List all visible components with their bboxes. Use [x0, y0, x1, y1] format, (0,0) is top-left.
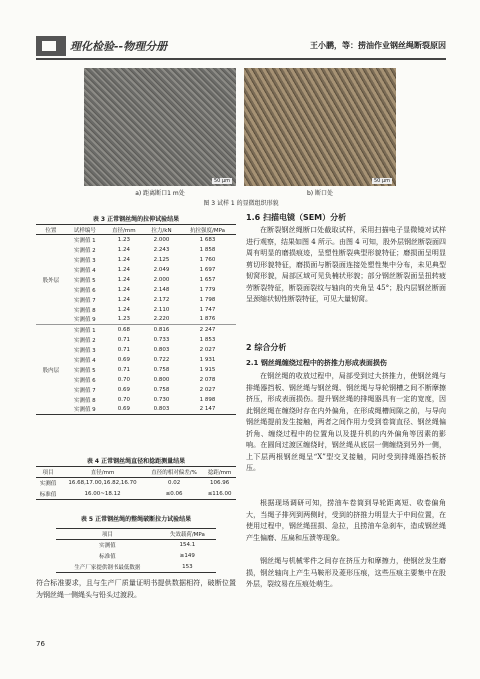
table4-header: 直径的相对偏差/%	[151, 470, 197, 476]
table3-cell: 实测值 6	[73, 377, 96, 384]
table3-cell: 1 915	[199, 366, 216, 373]
table3-header: 拉力/kN	[151, 227, 172, 234]
table5-cell: 153	[182, 563, 193, 570]
table-row	[36, 305, 236, 315]
micrograph-a	[84, 68, 236, 186]
table4-header: 捻距/mm	[207, 470, 232, 476]
table3-cell: 0.69	[117, 356, 130, 363]
page-number: 76	[36, 640, 45, 648]
table3-cell: 2.220	[153, 316, 170, 323]
table3-cell: 1.24	[117, 266, 130, 273]
table3-header: 位置	[45, 227, 57, 234]
table3-cell: 实测值 7	[73, 387, 96, 394]
table3-cell: 实测值 1	[73, 327, 96, 334]
table3-cell: 0.722	[153, 356, 170, 363]
scale-bar-a: 50 μm	[213, 178, 230, 184]
table3-cell: 0.69	[117, 406, 130, 413]
table3-cell: 1 683	[199, 236, 216, 243]
table3-cell: 1.24	[117, 276, 130, 283]
table3-cell: 1 657	[199, 276, 216, 283]
table4-header: 项目	[42, 470, 54, 476]
table3-cell: 实测值 8	[73, 307, 96, 314]
table3-cell: 2 027	[199, 386, 216, 393]
table-row	[36, 489, 236, 500]
table3-cell: 0.71	[117, 366, 130, 373]
running-title: 王小鹏，等：捞油作业钢丝绳断裂原因	[310, 40, 446, 50]
table3-position-cell: 股内层	[42, 367, 60, 374]
table3-cell: 1 798	[199, 296, 216, 303]
table4	[36, 466, 236, 500]
table3-cell: 2.172	[153, 296, 170, 303]
table5-header: 项目	[101, 532, 113, 538]
table4-caption: 表 4 正常钢丝绳直径和捻距测量结果	[86, 458, 186, 465]
table3-cell: 2 147	[199, 406, 216, 413]
table3-cell: 0.68	[117, 326, 130, 333]
table3-header: 试样编号	[73, 227, 96, 234]
micrograph-b	[244, 68, 396, 186]
table3-cell: 2.243	[153, 246, 170, 253]
section-2-1-paragraph-1: 在钢丝绳的收放过程中，局部受到过大挤推力，使钢丝绳与排绳器挡板、钢丝绳与钢丝绳、钢丝绳与导轮钢槽之间不断摩擦挤压，形成表面损伤。提升钢丝绳的排绳器具有一定的宽度，因此钢丝绳在缠绕时存在内外偏角，在形成绳槽间隙之前，与导向钢丝绳提前发生接触，两者之间作用力受到卷筒直径、钢丝绳偏折角、缠绕过程中的位置角以及提升机的内外偏角等因素的影响。在圆间过渡区缠绕时，钢丝绳从底层一侧缠绕到另外一侧，上下层两根钢丝绳呈“X”型交叉接触，同时受到排绳器挡板挤压。	[246, 372, 446, 472]
table3-cell: 2.000	[153, 276, 170, 283]
section-1-6-paragraph: 在断裂钢丝绳断口处截取试样，采用扫描电子显微镜对试样进行观察，结果如图 4 所示。由图 4 可知，股外层钢丝断裂面四周有明显的磨损痕迹，呈塑性断裂典型形貌特征；磨损面呈明显剪切形貌特征，磨损面与断裂面连接处塑性集中分布，未见典型韧窝形貌，局部区域可见负楠状形貌；部分钢丝断裂面呈扭转疲劳断裂特征，断裂面裂纹与轴向的夹角呈 45°；股内层钢丝断面呈颈缩状韧性断裂特征，可见大量韧窝。	[246, 226, 446, 303]
section-2-heading: 2 综合分析	[246, 343, 287, 352]
table4-header: 直径/mm	[90, 470, 115, 476]
table-row	[36, 365, 236, 375]
table-row	[36, 355, 236, 365]
table4-cell: ≤116.00	[207, 490, 232, 497]
table3-cell: 0.71	[117, 346, 130, 353]
section-1-6-heading: 1.6 扫描电镜（SEM）分析	[246, 213, 347, 222]
table3-cell: 1 697	[199, 266, 216, 273]
table3-cell: 0.70	[117, 396, 130, 403]
table-row	[56, 551, 216, 562]
table3-cell: 实测值 9	[73, 407, 96, 414]
table-row	[56, 562, 216, 573]
journal-name: 理化检验--物理分册	[70, 40, 168, 53]
table-row	[36, 478, 236, 489]
table3-cell: 实测值 2	[73, 337, 96, 344]
table3-cell: 实测值 5	[73, 367, 96, 374]
table5-cell: 生产厂家提供钢书最低数据	[74, 564, 141, 571]
table3-cell: 2.148	[153, 286, 170, 293]
table3-cell: 实测值 9	[73, 317, 96, 324]
table3-header: 直径/mm	[112, 227, 136, 234]
table3-cell: 1.24	[117, 296, 130, 303]
table-row	[56, 540, 216, 551]
table3-cell: 0.69	[117, 386, 130, 393]
table4-cell: 106.96	[209, 480, 230, 487]
table3-cell: 0.71	[117, 336, 130, 343]
table5-cell: 154.1	[179, 542, 196, 549]
table3-cell: 2 027	[199, 346, 216, 353]
table3-cell: 0.758	[153, 386, 170, 393]
table3-cell: 1.23	[117, 236, 130, 243]
subcaption-b: b) 断口处	[306, 190, 334, 197]
table-row	[36, 385, 236, 395]
table3-cell: 0.733	[153, 336, 170, 343]
table-row	[36, 315, 236, 325]
table3-cell: 实测值 3	[73, 347, 96, 354]
table3-cell: 2.000	[153, 236, 170, 243]
table3-cell: 实测值 4	[73, 267, 96, 274]
table-row	[36, 405, 236, 415]
table3-cell: 2 078	[199, 376, 216, 383]
table3-header: 抗拉强度/MPa	[190, 227, 226, 234]
figure-caption: 图 3 试样 1 的显微组织形貌	[203, 200, 279, 207]
table-row	[36, 235, 236, 245]
table3-cell: 实测值 8	[73, 397, 96, 404]
table3-cell: 1 931	[199, 356, 216, 363]
left-paragraph: 符合标准要求，且与生产厂质量证明书提供数据相符，破断位置为钢丝绳一侧绳头与铅头过渡段。	[36, 579, 236, 599]
table3-cell: 1.24	[117, 246, 130, 253]
table3-cell: 实测值 7	[73, 297, 96, 304]
table-row	[36, 325, 236, 335]
table3-cell: 2.049	[153, 266, 170, 273]
table3-group-inner	[36, 325, 236, 415]
table4-cell: 0.02	[167, 480, 181, 487]
table4-cell: 标准值	[39, 491, 57, 498]
table-row	[36, 275, 236, 285]
table3-cell: 2.110	[153, 306, 170, 313]
table3	[36, 224, 236, 415]
table-row	[36, 245, 236, 255]
table-row	[36, 285, 236, 295]
section-2-1-paragraph-3: 钢丝绳与机械零件之间存在挤压力和摩擦力，使钢丝发生磨损，钢丝轴向上产生马鞍形及菱形压痕，这些压痕主要集中在股外层，裂纹易在压痕处萌生。	[246, 557, 446, 588]
table3-group-outer	[36, 235, 236, 325]
table3-cell: 实测值 6	[73, 287, 96, 294]
scale-bar-b: 50 μm	[373, 178, 390, 184]
table3-cell: 1 853	[199, 336, 216, 343]
table3-cell: 实测值 5	[73, 277, 96, 284]
table3-cell: 1.24	[117, 306, 130, 313]
table5-caption: 表 5 正常钢丝绳的整绳破断拉力试验结果	[80, 516, 192, 523]
table3-cell: 2 247	[199, 326, 216, 333]
table3-position-cell: 股外层	[42, 277, 60, 284]
table3-cell: 2.125	[153, 256, 170, 263]
table3-cell: 实测值 2	[73, 247, 96, 254]
table4-cell: 实测值	[39, 481, 57, 488]
table3-cell: 1 858	[199, 246, 216, 253]
table3-cell: 0.758	[153, 366, 170, 373]
table-row	[36, 335, 236, 345]
table3-cell: 1.24	[117, 286, 130, 293]
table3-cell: 实测值 3	[73, 257, 96, 264]
table3-caption: 表 3 正常钢丝绳的拉伸试验结果	[92, 216, 180, 223]
table4-cell: 16.68,17.00,16.82,16.70	[68, 480, 137, 487]
table-row	[36, 265, 236, 275]
journal-logo	[36, 36, 186, 56]
table5-cell: 标准值	[99, 554, 116, 560]
table-row	[36, 345, 236, 355]
table5-cell: 实测值	[99, 543, 116, 550]
table5-cell: ≥149	[179, 553, 195, 559]
table3-cell: 1 898	[199, 396, 216, 403]
table3-cell: 1 760	[199, 256, 216, 263]
table-row	[36, 375, 236, 385]
table3-cell: 1 876	[199, 316, 216, 323]
table4-cell: ≤0.06	[165, 490, 183, 497]
table3-cell: 0.70	[117, 376, 130, 383]
table-row	[36, 295, 236, 305]
table-row	[36, 395, 236, 405]
table3-cell: 0.803	[153, 346, 170, 353]
table3-cell: 实测值 4	[73, 357, 96, 364]
table3-cell: 实测值 1	[73, 237, 96, 244]
table3-cell: 1 779	[199, 286, 216, 293]
table3-cell: 0.730	[153, 396, 170, 403]
table3-cell: 0.816	[153, 326, 170, 333]
table4-cell: 16.00~18.12	[84, 490, 121, 497]
table5	[56, 528, 216, 573]
table5-header: 失效载荷/MPa	[169, 532, 205, 538]
table3-cell: 0.803	[153, 406, 170, 413]
table3-cell: 1 747	[199, 306, 216, 313]
section-2-1-paragraph-2: 根据现场调研可知，捞油车卷筒到导轮距离短、收卷偏角大，当绳子排列到两侧时，受到的挤推力明显大于中间位置，在使用过程中，钢丝绳扭损、急拉，且捞油车急刹车，造成钢丝绳产生偏磨、压扁和压溃等现象。	[246, 499, 446, 542]
table3-cell: 1.23	[117, 316, 130, 323]
header-rule	[36, 58, 446, 60]
table3-cell: 0.800	[153, 376, 170, 383]
table-row	[36, 255, 236, 265]
logo-mark-icon	[36, 36, 66, 56]
subcaption-a: a) 距离断口1 m处	[135, 190, 185, 197]
section-2-1-heading: 2.1 钢丝绳缠绕过程中的挤推力形成表面损伤	[246, 359, 387, 367]
table3-cell: 1.24	[117, 256, 130, 263]
